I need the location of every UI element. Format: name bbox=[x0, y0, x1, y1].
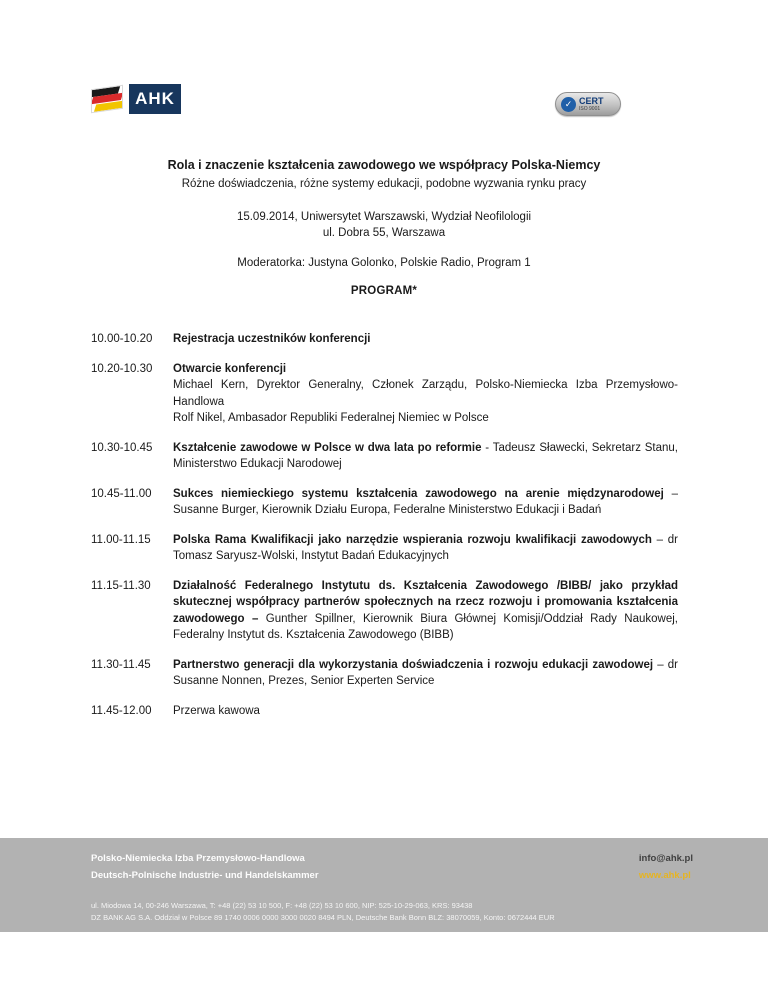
schedule-row bbox=[91, 657, 678, 690]
schedule-list bbox=[91, 331, 678, 732]
event-address: ul. Dobra 55, Warszawa bbox=[322, 227, 446, 239]
schedule-paragraph: Partnerstwo generacji dla wykorzystania doświadczenia i rozwoju edukacji zawodowej – dr Susanne Nonnen, Prezes, Senior Experten Service bbox=[173, 658, 678, 687]
event-date-location: 15.09.2014, Uniwersytet Warszawski, Wydział Neofilologii bbox=[236, 211, 532, 223]
schedule-content bbox=[173, 361, 678, 427]
schedule-row bbox=[91, 703, 678, 720]
schedule-time: 10.30-10.45 bbox=[91, 441, 153, 454]
schedule-paragraph: Sukces niemieckiego systemu kształcenia zawodowego na arenie międzynarodowej – Susanne Burger, Kierownik Działu Europa, Federalne Ministerstwo Edukacji i Badań bbox=[173, 487, 678, 516]
footer-website-link[interactable]: www.ahk.pl bbox=[638, 870, 691, 881]
ahk-logo-box bbox=[129, 84, 181, 114]
schedule-row bbox=[91, 578, 678, 644]
schedule-time: 11.00-11.15 bbox=[91, 533, 151, 546]
schedule-content bbox=[173, 331, 678, 348]
cert-label: CERT bbox=[579, 95, 604, 106]
schedule-content bbox=[173, 657, 678, 690]
schedule-time: 11.30-11.45 bbox=[91, 658, 151, 671]
schedule-time: 10.20-10.30 bbox=[91, 362, 153, 375]
schedule-time: 11.15-11.30 bbox=[91, 579, 151, 592]
schedule-content bbox=[173, 486, 678, 519]
cert-emblem-icon: ✓ bbox=[561, 97, 576, 112]
schedule-row bbox=[91, 486, 678, 519]
footer-address-line: ul. Miodowa 14, 00-246 Warszawa, T: +48 (22) 53 10 500, F: +48 (22) 53 10 600, NIP: 525-10-29-063, KRS: 93438 bbox=[91, 901, 473, 910]
footer-contact bbox=[639, 850, 693, 884]
footer-top bbox=[91, 850, 693, 884]
ahk-logo bbox=[91, 84, 181, 114]
schedule-content bbox=[173, 578, 678, 644]
footer-company bbox=[91, 850, 319, 884]
schedule-time: 11.45-12.00 bbox=[91, 704, 152, 717]
schedule-content bbox=[173, 532, 678, 565]
cert-badge bbox=[555, 92, 621, 116]
schedule-row bbox=[91, 440, 678, 473]
schedule-paragraph: Kształcenie zawodowe w Polsce w dwa lata po reformie - Tadeusz Sławecki, Sekretarz Stanu, Ministerstwo Edukacji Narodowej bbox=[173, 441, 678, 470]
schedule-paragraph: Przerwa kawowa bbox=[173, 704, 260, 717]
ahk-logo-text: AHK bbox=[135, 89, 175, 108]
schedule-paragraph: Rejestracja uczestników konferencji bbox=[173, 333, 371, 345]
schedule-row bbox=[91, 331, 678, 348]
header-row bbox=[91, 84, 677, 116]
cert-subtext: ISO 9001 bbox=[579, 105, 601, 112]
schedule-row bbox=[91, 532, 678, 565]
footer-email-link[interactable]: info@ahk.pl bbox=[638, 853, 693, 864]
german-flag-icon bbox=[91, 85, 123, 113]
program-heading: PROGRAM* bbox=[350, 285, 418, 297]
footer-company-de: Deutsch-Polnische Industrie- und Handelskammer bbox=[91, 870, 319, 881]
schedule-time: 10.45-11.00 bbox=[91, 487, 152, 500]
schedule-paragraph: Rolf Nikel, Ambasador Republiki Federalnej Niemiec w Polsce bbox=[173, 412, 489, 424]
schedule-paragraph: Michael Kern, Dyrektor Generalny, Członek Zarządu, Polsko-Niemiecka Izba Przemysłowo-Handlowa bbox=[173, 379, 678, 408]
footer bbox=[0, 838, 768, 932]
schedule-time: 10.00-10.20 bbox=[91, 333, 153, 345]
footer-bank-line: DZ BANK AG S.A. Oddział w Polsce 89 1740 0006 0000 3000 0020 8494 PLN, Deutsche Bank Bonn BLZ: 38070059, Konto: 0672444 EUR bbox=[91, 913, 555, 922]
schedule-content bbox=[173, 440, 678, 473]
cert-texts bbox=[579, 97, 604, 112]
document-title: Rola i znaczenie kształcenia zawodowego we współpracy Polska-Niemcy bbox=[167, 158, 601, 172]
footer-company-pl: Polsko-Niemiecka Izba Przemysłowo-Handlowa bbox=[91, 853, 305, 864]
document-subtitle: Różne doświadczenia, różne systemy edukacji, podobne wyzwania rynku pracy bbox=[181, 178, 587, 190]
footer-details bbox=[91, 900, 693, 924]
schedule-paragraph: Działalność Federalnego Instytutu ds. Kształcenia Zawodowego /BIBB/ jako przykład skutecznej współpracy partnerów społecznych na rzecz rozwoju i promowania kształcenia zawodowego – Gunther Spillner, Kierownik Biura Głównej Komisji/Oddział Rady Naukowej, Federalny Instytut ds. Kształcenia Zawodowego (BIBB) bbox=[173, 579, 678, 641]
schedule-content bbox=[173, 703, 678, 720]
schedule-paragraph: Polska Rama Kwalifikacji jako narzędzie wspierania rozwoju kwalifikacji zawodowych – dr Tomasz Saryusz-Wolski, Instytut Badań Edukacyjnych bbox=[173, 533, 678, 562]
moderator-line: Moderatorka: Justyna Golonko, Polskie Radio, Program 1 bbox=[237, 257, 531, 269]
heading-block bbox=[91, 158, 677, 297]
schedule-paragraph: Otwarcie konferencji bbox=[173, 362, 287, 375]
schedule-row bbox=[91, 361, 678, 427]
